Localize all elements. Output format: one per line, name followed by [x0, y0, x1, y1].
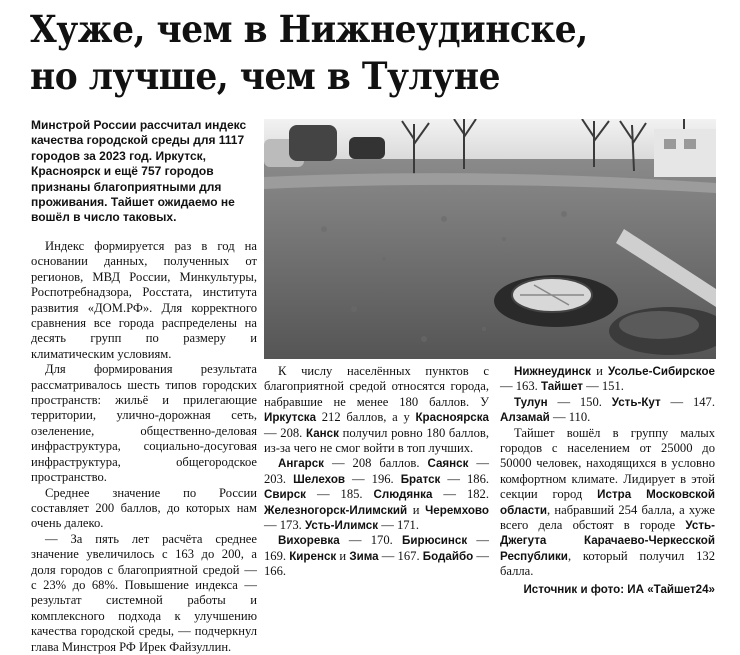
- text-fragment: — 203.: [264, 456, 489, 486]
- text-fragment: , который получил 132 балла.: [500, 548, 715, 579]
- city-bodaybo: Бодайбо: [422, 549, 474, 563]
- text-fragment: Тайшет вошёл в группу малых городов с населением от 25000 до 50000 человек, находящихся в условно комфортном климате. Лидирует в этой секции город: [500, 425, 715, 502]
- article-column-2: [264, 364, 489, 580]
- city-irkutsk: Иркутска: [264, 411, 317, 425]
- city-slyudyanka: Слюдянка: [373, 488, 433, 502]
- city-ust-kut: Усть-Кут: [611, 395, 661, 409]
- paragraph-minister-quote: — За пять лет расчёта среднее значение увеличилось с 163 до 200, а доля городов с благоприятной средой — с 23% до 68%. Повышение индекса — результат системной работы и комплексного подхода к улучшению качества городской среды, — подчеркнул глава Минстроя РФ Ирек Файзуллин.: [31, 531, 257, 654]
- photo-street-puddle: [264, 119, 716, 359]
- text-fragment: — 110.: [549, 410, 591, 425]
- city-nizhneudinsk: Нижнеудинск: [514, 365, 591, 378]
- city-kirensk: Киренск: [289, 549, 337, 563]
- text-fragment: — 208.: [264, 425, 306, 440]
- text-fragment: — 186.: [440, 471, 490, 486]
- text-fragment: — 163.: [500, 379, 541, 394]
- paragraph-city-scores-3: [500, 364, 715, 395]
- paragraph-favorable-threshold: [264, 364, 489, 456]
- paragraph-index-sources: Индекс формируется раз в год на основании данных, полученных от регионов, МВД России, Минкультуры, Роспотребнадзора, Росстата, института развития «ДОМ.РФ». Для корректного сравнения все города распределены на десять групп по размеру и климатическим условиям.: [31, 239, 257, 361]
- text-fragment: и: [590, 364, 608, 378]
- paragraph-city-scores-1: [264, 456, 489, 533]
- city-alzamay: Алзамай: [500, 411, 550, 425]
- paragraph-small-cities-group: [500, 426, 715, 580]
- city-angarsk: Ангарск: [278, 457, 324, 471]
- text-fragment: — 170.: [339, 533, 403, 548]
- article-photo: [264, 119, 716, 359]
- text-fragment: К числу населённых пунктов с благоприятной средой относятся города, набравшие не менее 180 баллов. У: [264, 364, 489, 409]
- text-fragment: и: [336, 548, 350, 563]
- city-tulun: Тулун: [514, 395, 548, 409]
- city-usolye-sibirskoye: Усолье-Сибирское: [607, 365, 715, 378]
- headline-line-1: Хуже, чем в Нижнеудинске,: [30, 7, 588, 51]
- city-svirsk: Свирск: [264, 488, 306, 502]
- text-fragment: получил ровно 180 баллов, из-за чего не смог войти в топ лучших.: [264, 425, 489, 456]
- headline: [30, 6, 681, 100]
- text-fragment: — 147.: [660, 394, 716, 409]
- city-tayshet: Тайшет: [540, 380, 583, 394]
- paragraph-city-scores-4: [500, 395, 715, 426]
- text-fragment: — 185.: [305, 487, 374, 502]
- text-fragment: — 171.: [378, 518, 419, 533]
- text-fragment: — 166.: [264, 548, 489, 579]
- article-column-1: [31, 239, 257, 655]
- lead-paragraph: Минстрой России рассчитал индекс качества городской среды для 1117 городов за 2023 год. Иркутск, Красноярск и ещё 757 городов признаны благоприятными для проживания. Тайшет ожидаемо не вошёл в число таковых.: [31, 118, 247, 225]
- city-cheremkhovo: Черемхово: [425, 503, 489, 517]
- city-biryusinsk: Бирюсинск: [402, 534, 468, 548]
- city-vikhorevka: Вихоревка: [278, 534, 340, 548]
- city-kansk: Канск: [306, 426, 339, 440]
- text-fragment: — 208 баллов.: [324, 456, 428, 471]
- city-ust-ilimsk: Усть-Илимск: [304, 519, 379, 533]
- text-fragment: — 169.: [264, 533, 489, 563]
- city-istra: Истра Московской области: [500, 488, 715, 517]
- text-fragment: — 196.: [345, 471, 401, 486]
- text-fragment: — 151.: [582, 379, 624, 394]
- city-ust-dzheguta: Усть-Джегута Карачаево-Черкесской Республики: [500, 519, 715, 563]
- text-fragment: , набравший 254 балла, а хуже всего дела обстоят в городе: [500, 502, 715, 533]
- article-column-3: [500, 364, 715, 597]
- paragraph-city-scores-2: [264, 533, 489, 579]
- city-shelekhov: Шелехов: [293, 472, 346, 486]
- city-zheleznogorsk-ilimsky: Железногорск-Илимский: [264, 503, 408, 517]
- city-zima: Зима: [349, 549, 379, 563]
- paragraph-space-types: Для формирования результата рассматривалось шесть типов городских пространств: жильё и прилегающие территории, улично-дорожная сеть, озеленение, общественно-деловая инфраструктура, социально-досуговая инфраструктура, общегородское пространство.: [31, 362, 257, 485]
- text-fragment: и: [407, 502, 426, 517]
- text-fragment: — 173.: [264, 518, 305, 533]
- city-krasnoyarsk: Красноярска: [415, 411, 489, 425]
- headline-line-2: но лучше, чем в Тулуне: [30, 54, 501, 98]
- city-bratsk: Братск: [400, 472, 441, 486]
- city-sayansk: Саянск: [427, 457, 469, 471]
- photo-credit: Источник и фото: ИА «Тайшет24»: [523, 582, 715, 596]
- paragraph-average-value: Среднее значение по России составляет 200 баллов, до которых нам очень далеко.: [31, 485, 257, 531]
- text-fragment: — 150.: [547, 394, 612, 409]
- text-fragment: 212 баллов, а у: [316, 410, 416, 425]
- text-fragment: — 167.: [378, 548, 423, 563]
- text-fragment: — 182.: [432, 487, 489, 502]
